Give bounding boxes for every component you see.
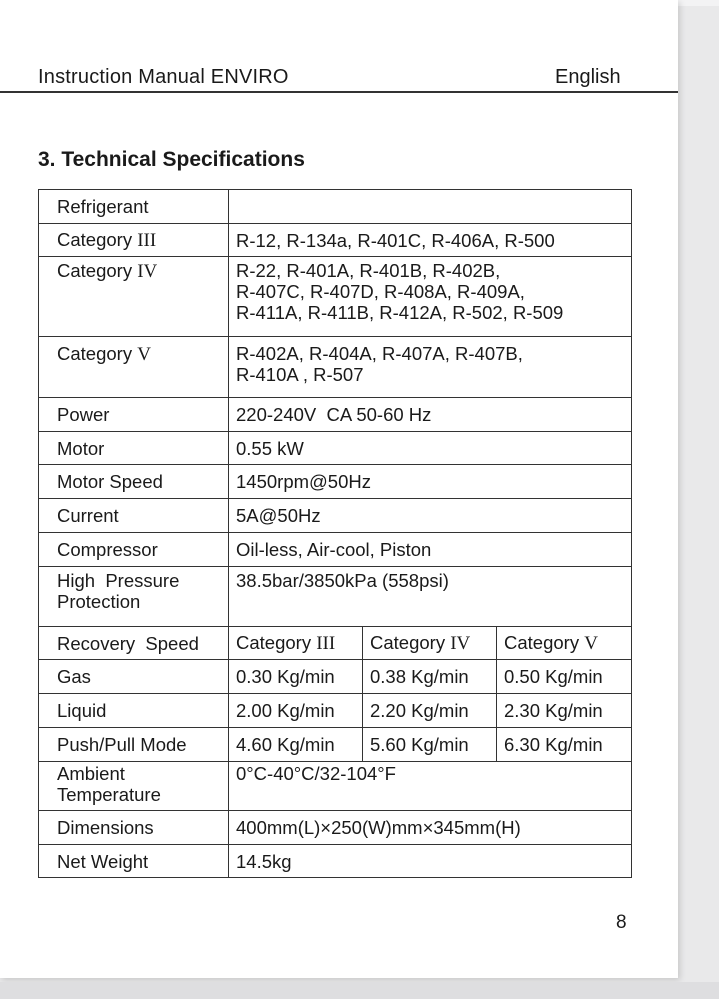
- current-label: Current: [39, 499, 229, 533]
- liquid-label: Liquid: [39, 694, 229, 728]
- gas-label: Gas: [39, 660, 229, 694]
- power-label: Power: [39, 398, 229, 432]
- category-5-value: R-402A, R-404A, R-407A, R-407B, R-410A , R-507: [229, 337, 632, 398]
- push-pull-value-category-4: 5.60 Kg/min: [363, 728, 497, 762]
- motor-label: Motor: [39, 432, 229, 465]
- category-4-label: Category IV: [39, 257, 229, 337]
- ambient-temperature-label: Ambient Temperature: [39, 762, 229, 811]
- power-value: 220-240V CA 50-60 Hz: [229, 398, 632, 432]
- current-value: 5A@50Hz: [229, 499, 632, 533]
- table-row: [39, 811, 632, 845]
- header-language: English: [555, 66, 621, 88]
- page-number: 8: [616, 912, 627, 933]
- table-row: [39, 567, 632, 627]
- high-pressure-value: 38.5bar/3850kPa (558psi): [229, 567, 632, 627]
- table-row: [39, 627, 632, 660]
- table-row: [39, 728, 632, 762]
- gas-value-category-5: 0.50 Kg/min: [497, 660, 632, 694]
- table-row: [39, 465, 632, 499]
- header-title: Instruction Manual ENVIRO: [38, 66, 289, 88]
- gas-value-category-3: 0.30 Kg/min: [229, 660, 363, 694]
- header-rule: [0, 91, 678, 93]
- category-5-label: Category V: [39, 337, 229, 398]
- table-row: [39, 762, 632, 811]
- push-pull-value-category-3: 4.60 Kg/min: [229, 728, 363, 762]
- ambient-temperature-value: 0°C-40°C/32-104°F: [229, 762, 632, 811]
- dimensions-value: 400mm(L)×250(W)mm×345mm(H): [229, 811, 632, 845]
- table-row: [39, 432, 632, 465]
- table-row: [39, 845, 632, 878]
- table-row: [39, 337, 632, 398]
- dimensions-label: Dimensions: [39, 811, 229, 845]
- table-row: [39, 694, 632, 728]
- table-row: [39, 499, 632, 533]
- table-row: [39, 398, 632, 432]
- table-row: [39, 190, 632, 224]
- liquid-value-category-5: 2.30 Kg/min: [497, 694, 632, 728]
- refrigerant-label: Refrigerant: [39, 190, 229, 224]
- compressor-label: Compressor: [39, 533, 229, 567]
- section-title: 3. Technical Specifications: [38, 148, 305, 171]
- net-weight-label: Net Weight: [39, 845, 229, 878]
- high-pressure-label: High Pressure Protection: [39, 567, 229, 627]
- spec-table: [38, 189, 632, 878]
- category-3-label: Category III: [39, 224, 229, 257]
- net-weight-value: 14.5kg: [229, 845, 632, 878]
- table-row: [39, 660, 632, 694]
- table-row: [39, 533, 632, 567]
- push-pull-label: Push/Pull Mode: [39, 728, 229, 762]
- motor-speed-label: Motor Speed: [39, 465, 229, 499]
- compressor-value: Oil-less, Air-cool, Piston: [229, 533, 632, 567]
- category-4-value: R-22, R-401A, R-401B, R-402B, R-407C, R-407D, R-408A, R-409A, R-411A, R-411B, R-412A, R-502, R-509: [229, 257, 632, 337]
- motor-speed-value: 1450rpm@50Hz: [229, 465, 632, 499]
- table-row: [39, 257, 632, 337]
- bottom-edge: [0, 982, 719, 999]
- push-pull-value-category-5: 6.30 Kg/min: [497, 728, 632, 762]
- table-row: [39, 224, 632, 257]
- liquid-value-category-4: 2.20 Kg/min: [363, 694, 497, 728]
- motor-value: 0.55 kW: [229, 432, 632, 465]
- refrigerant-value: [229, 190, 632, 224]
- gas-value-category-4: 0.38 Kg/min: [363, 660, 497, 694]
- liquid-value-category-3: 2.00 Kg/min: [229, 694, 363, 728]
- recovery-header-category-5: Category V: [497, 627, 632, 660]
- recovery-header-category-3: Category III: [229, 627, 363, 660]
- recovery-speed-label: Recovery Speed: [39, 627, 229, 660]
- recovery-header-category-4: Category IV: [363, 627, 497, 660]
- category-3-value: R-12, R-134a, R-401C, R-406A, R-500: [229, 224, 632, 257]
